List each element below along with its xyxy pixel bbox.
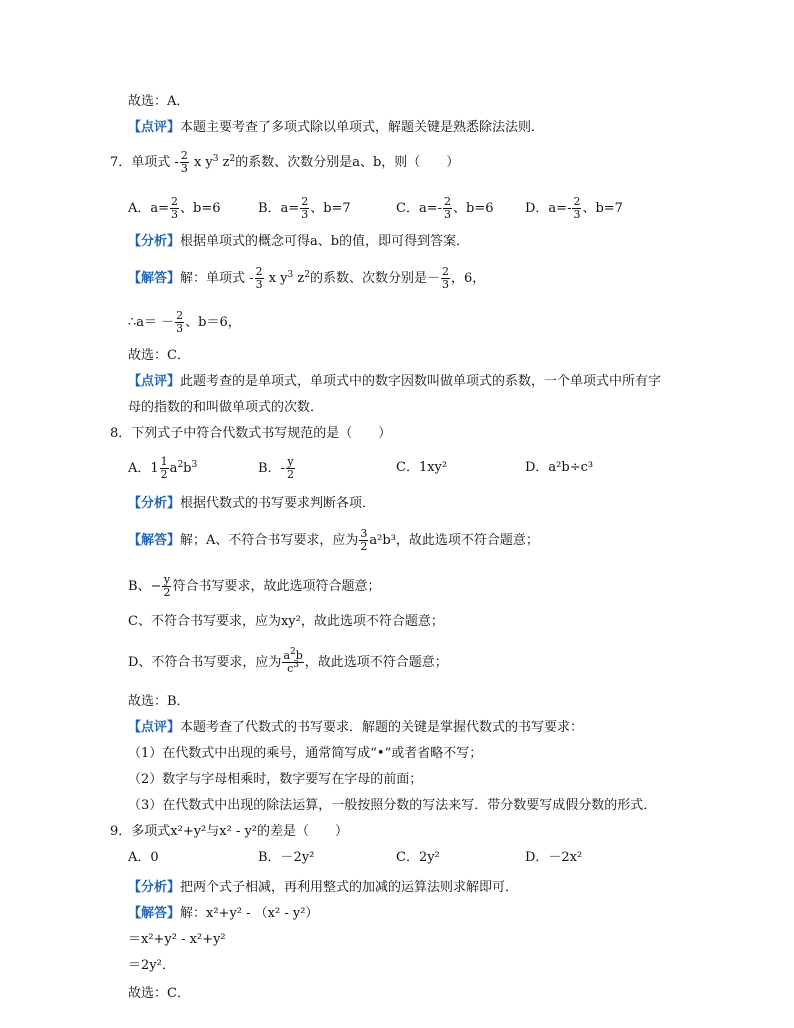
q7-comment-2: 母的指数的和叫做单项式的次数． (128, 400, 324, 415)
q7-comment (128, 374, 661, 390)
q7-options (128, 196, 734, 220)
therefore-a: ∴a＝ (128, 315, 158, 330)
q7-solution: 【解答】解：单项式 - $\frac{2}{3}$ x $y^3$ $z^2$的系数、次数分别是－ $\frac{2}{3}$ ，6， (128, 265, 486, 291)
q7-option-d[interactable]: D．a=- $\frac{2}{3}$ 、b=7 (525, 195, 623, 221)
q8-option-c[interactable]: C．1xy² (396, 460, 448, 475)
q9-analysis (128, 880, 518, 896)
q7-option-a[interactable]: A．a= $\frac{2}{3}$ 、b=6 (128, 195, 221, 221)
q8-stem: 8．下列式子中符合代数式书写规范的是（ ） (110, 426, 392, 441)
q8-option-a[interactable]: A．1 $\frac{1}{2}$ $a^2b^3$ (128, 455, 198, 481)
q7-analysis (128, 234, 469, 250)
comment-tag: 【点评】 (128, 374, 181, 389)
analysis-text: 根据单项式的概念可得a、b的值，即可得到答案． (180, 234, 470, 249)
solution-text-b: 的系数、次数分别是 (309, 271, 427, 286)
analysis-tag: 【分析】 (128, 880, 181, 895)
q8-options (128, 456, 734, 480)
comment-text: 本题考查了代数式的书写要求．解题的关键是掌握代数式的书写要求： (180, 720, 584, 735)
comment-tag: 【点评】 (128, 120, 181, 135)
solution-tag: 【解答】 (128, 533, 181, 548)
q9-option-d[interactable]: D．－2x² (525, 850, 583, 865)
comment-text: 此题考查的是单项式，单项式中的数字因数叫做单项式的系数，一个单项式中所有字 (180, 374, 662, 389)
q8-option-b[interactable]: B．- $\frac{y}{2}$ (258, 455, 294, 481)
q9-options (128, 846, 734, 870)
solution-text-c: ，6， (451, 271, 486, 286)
q9-step-1: ＝x²+y² - x²+y² (128, 932, 226, 947)
q8-analysis (128, 496, 375, 512)
q8-comment (128, 720, 583, 736)
q7-option-b[interactable]: B．a= $\frac{2}{3}$ 、b=7 (258, 195, 351, 221)
q9-option-b[interactable]: B．－2y² (258, 850, 315, 865)
q9-stem: 9．多项式x²+y²与x² - y²的差是（ ） (110, 824, 349, 839)
q9-option-a[interactable]: A．0 (128, 850, 159, 865)
comment-tag: 【点评】 (128, 720, 181, 735)
comment-text: 本题主要考查了多项式除以单项式，解题关键是熟悉除法法则． (180, 120, 545, 135)
q7-stem (110, 150, 459, 175)
therefore-b: 、b＝6， (185, 315, 241, 330)
q7-stem-a: 7．单项式 (110, 155, 171, 170)
analysis-tag: 【分析】 (128, 234, 181, 249)
analysis-text: 根据代数式的书写要求判断各项． (180, 496, 376, 511)
q8-solution-d: D、不符合书写要求，应为 $\frac{a^2b}{c^3}$ ，故此选项不符合题意； (128, 647, 448, 675)
q8-solution-a: 【解答】解；A、不符合书写要求，应为 $\frac{3}{2}$ a²b³，故此选项不符合题意； (128, 527, 539, 553)
q8-answer: 故选：B． (128, 694, 190, 709)
solution-text: 解：x²+y² - （x² - y²） (180, 906, 319, 921)
comment-line (128, 120, 544, 136)
q9-answer: 故选：C． (128, 986, 190, 1001)
q9-option-c[interactable]: C．2y² (396, 850, 440, 865)
q7-stem-b: 的系数、次数分别是a、b，则（ ） (235, 155, 460, 170)
q7-monomial: - $\frac{2}{3}$ x $y^3$ $z^2$ (174, 149, 236, 175)
q8-point-3: （3）在代数式中出现的除法运算，一般按照分数的写法来写．带分数要写成假分数的形式． (128, 798, 657, 813)
q7-option-c[interactable]: C．a=- $\frac{2}{3}$ 、b=6 (396, 195, 494, 221)
q8-solution-b: B、− $\frac{y}{2}$ 符合书写要求，故此选项符合题意； (128, 573, 381, 599)
q7-answer: 故选：C． (128, 348, 190, 363)
q9-solution (128, 906, 318, 922)
q7-therefore: ∴a＝ － $\frac{2}{3}$ 、b＝6， (128, 309, 241, 335)
answer-line: 故选：A． (128, 94, 190, 109)
q8-option-d[interactable]: D．a²b÷c³ (525, 460, 594, 475)
solution-text-a: 解：单项式 (180, 271, 246, 286)
q8-point-1: （1）在代数式中出现的乘号，通常简写成“•”或者省略不写； (128, 746, 483, 761)
analysis-tag: 【分析】 (128, 496, 181, 511)
q9-step-2: ＝2y²． (128, 958, 175, 973)
solution-tag: 【解答】 (128, 906, 181, 921)
solution-tag: 【解答】 (128, 271, 181, 286)
q8-point-2: （2）数字与字母相乘时，数字要写在字母的前面； (128, 772, 423, 787)
q8-solution-c: C、不符合书写要求，应为xy²，故此选项不符合题意； (128, 614, 444, 629)
analysis-text: 把两个式子相减，再利用整式的加减的运算法则求解即可． (180, 880, 519, 895)
